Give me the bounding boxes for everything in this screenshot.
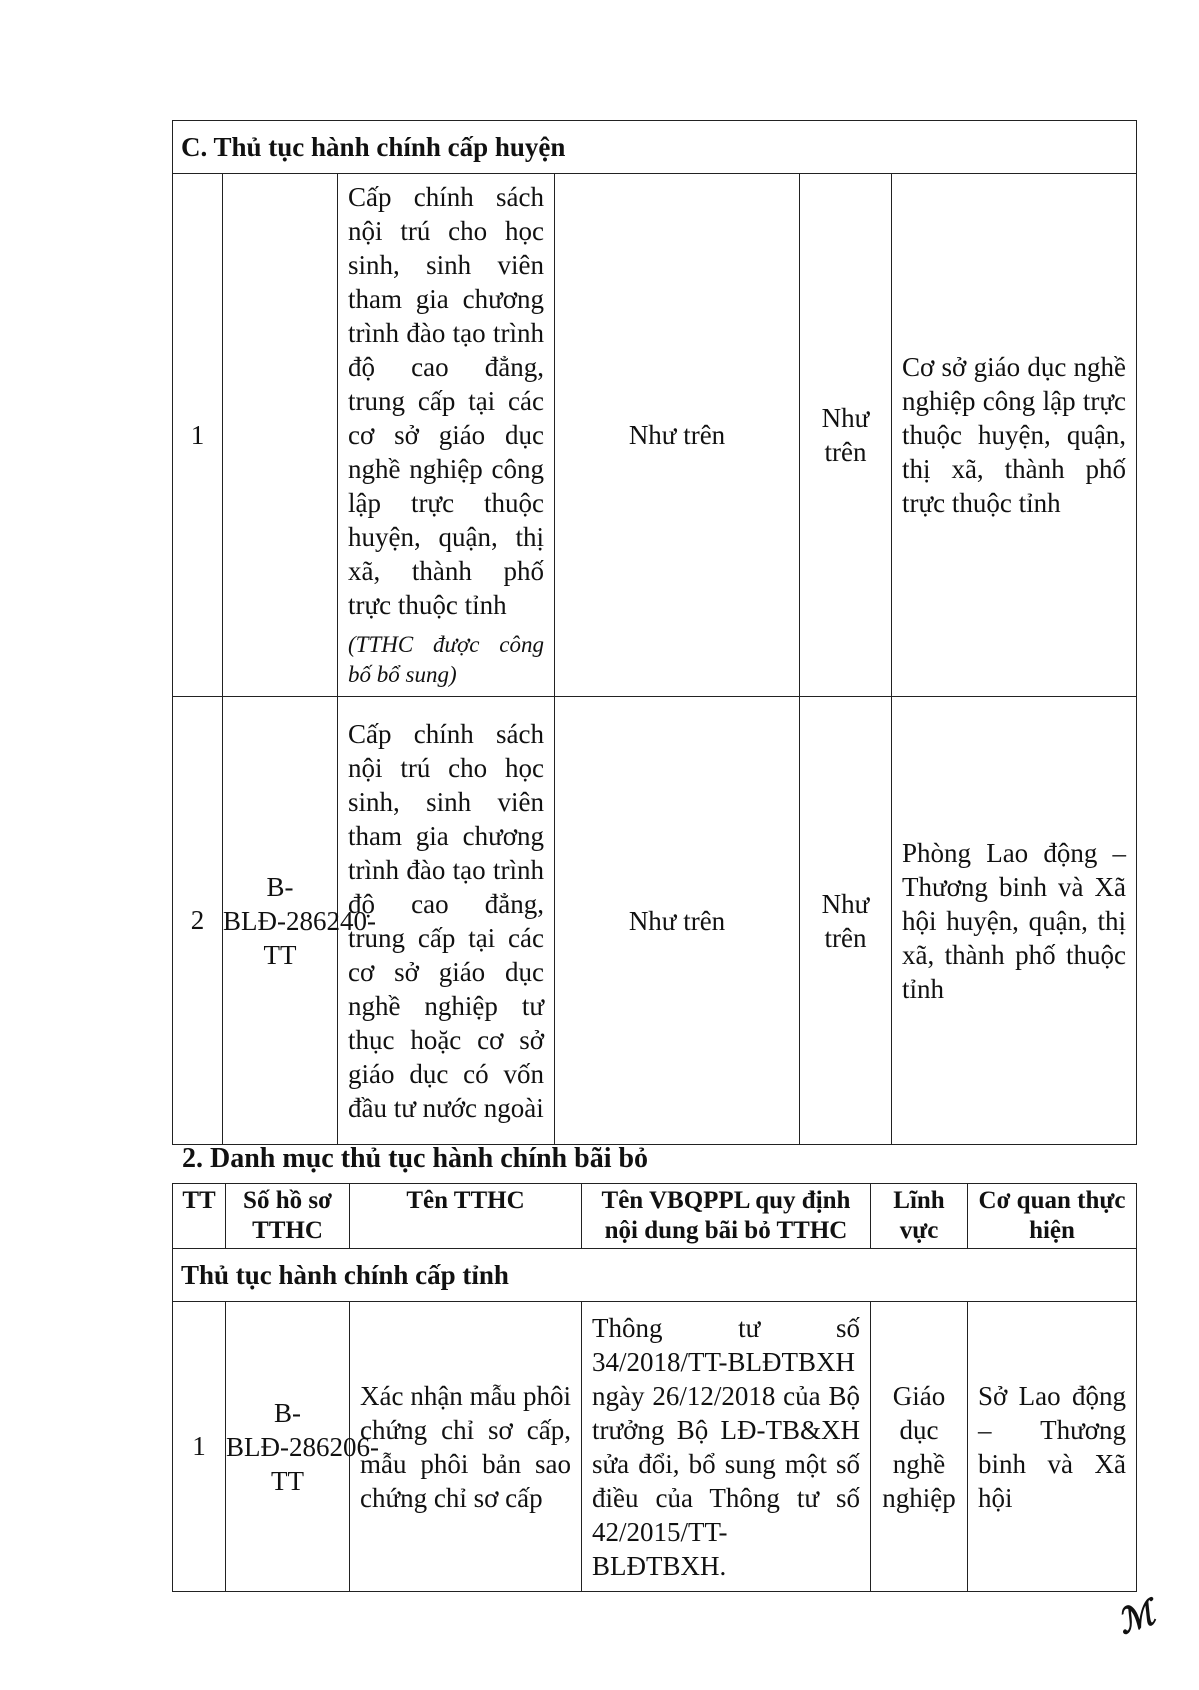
table-row: [173, 697, 1137, 1145]
legal-basis: Như trên: [555, 697, 800, 1145]
initials-mark-icon: ℳ: [1112, 1594, 1160, 1643]
agency: Phòng Lao động – Thương binh và Xã hội huyện, quận, thị xã, thành phố thuộc tỉnh: [892, 697, 1137, 1145]
header-field: Lĩnh vực: [871, 1184, 968, 1249]
field: Giáo dục nghề nghiệp: [871, 1302, 968, 1592]
procedures-table-district: [172, 120, 1137, 1145]
procedure-name: Xác nhận mẫu phôi chứng chỉ sơ cấp, mẫu phôi bản sao chứng chỉ sơ cấp: [350, 1302, 582, 1592]
field: Như trên: [800, 174, 892, 697]
table-header-row: [173, 1184, 1137, 1249]
procedure-name: Cấp chính sách nội trú cho học sinh, sinh viên tham gia chương trình đào tạo trình độ cao đẳng, trung cấp tại các cơ sở giáo dục nghề nghiệp tư thục hoặc cơ sở giáo dục có vốn đầu tư nước ngoài: [338, 697, 555, 1145]
row-number: 1: [173, 1302, 226, 1592]
procedure-code: B-BLĐ-286240-TT: [223, 697, 338, 1145]
agency: Sở Lao động – Thương binh và Xã hội: [968, 1302, 1137, 1592]
legal-basis: Thông tư số 34/2018/TT-BLĐTBXH ngày 26/12/2018 của Bộ trưởng Bộ LĐ-TB&XH sửa đổi, bổ sung một số điều của Thông tư số 42/2015/TT-BLĐTBXH.: [582, 1302, 871, 1592]
subsection-title-province: Thủ tục hành chính cấp tỉnh: [173, 1249, 1137, 1302]
procedures-table-abolished: [172, 1183, 1137, 1592]
row-number: 2: [173, 697, 223, 1145]
section-heading-abolished: 2. Danh mục thủ tục hành chính bãi bỏ: [182, 1143, 649, 1174]
table-row: [173, 174, 1137, 697]
table-row: [173, 1302, 1137, 1592]
row-number: 1: [173, 174, 223, 697]
header-code: Số hồ sơ TTHC: [226, 1184, 350, 1249]
procedure-code: [223, 174, 338, 697]
procedure-code: B-BLĐ-286206-TT: [226, 1302, 350, 1592]
legal-basis: Như trên: [555, 174, 800, 697]
section-title-district: C. Thủ tục hành chính cấp huyện: [173, 121, 1137, 174]
agency: Cơ sở giáo dục nghề nghiệp công lập trực thuộc huyện, quận, thị xã, thành phố trực thuộc tỉnh: [892, 174, 1137, 697]
procedure-name: Cấp chính sách nội trú cho học sinh, sinh viên tham gia chương trình đào tạo trình độ cao đẳng, trung cấp tại các cơ sở giáo dục nghề nghiệp công lập trực thuộc huyện, quận, thị xã, thành phố trực thuộc tỉnh: [348, 182, 544, 620]
header-tt: TT: [173, 1184, 226, 1249]
procedure-name-cell: [338, 174, 555, 697]
header-agency: Cơ quan thực hiện: [968, 1184, 1137, 1249]
header-legal: Tên VBQPPL quy định nội dung bãi bỏ TTHC: [582, 1184, 871, 1249]
field: Như trên: [800, 697, 892, 1145]
procedure-note: (TTHC được công bố bổ sung): [348, 632, 544, 687]
header-name: Tên TTHC: [350, 1184, 582, 1249]
